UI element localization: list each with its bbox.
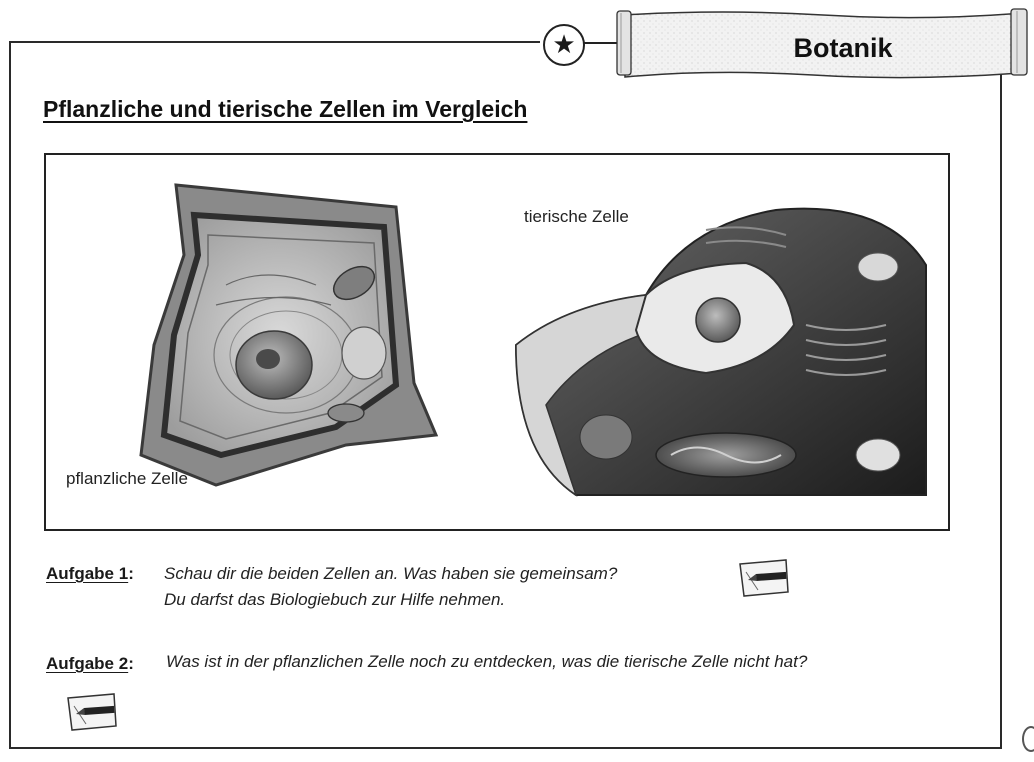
task-1-text: Schau dir die beiden Zellen an. Was haben sie gemeinsam?	[164, 564, 618, 583]
task-2-label: Aufgabe 2:	[46, 654, 134, 673]
page-title: Pflanzliche und tierische Zellen im Vergleich	[43, 96, 528, 122]
plant-cell-illustration	[141, 185, 436, 485]
task-2-text: Was ist in der pflanzlichen Zelle noch zu entdecken, was die tierische Zelle nicht hat?	[166, 652, 808, 671]
pencil-write-icon	[64, 692, 120, 732]
task-1-text-line2: Du darfst das Biologiebuch zur Hilfe nehmen.	[164, 590, 506, 609]
star-icon: ★	[543, 24, 585, 66]
page-edge-mark	[1022, 726, 1034, 752]
task-1-label: Aufgabe 1:	[46, 564, 134, 583]
topic-banner	[613, 7, 1031, 81]
animal-cell-label: tierische Zelle	[524, 207, 629, 226]
banner-title: Botanik	[793, 33, 893, 63]
cell-comparison-figure	[44, 153, 950, 531]
animal-cell-illustration	[516, 209, 926, 495]
pencil-write-icon	[736, 558, 792, 598]
plant-cell-label: pflanzliche Zelle	[66, 469, 188, 488]
